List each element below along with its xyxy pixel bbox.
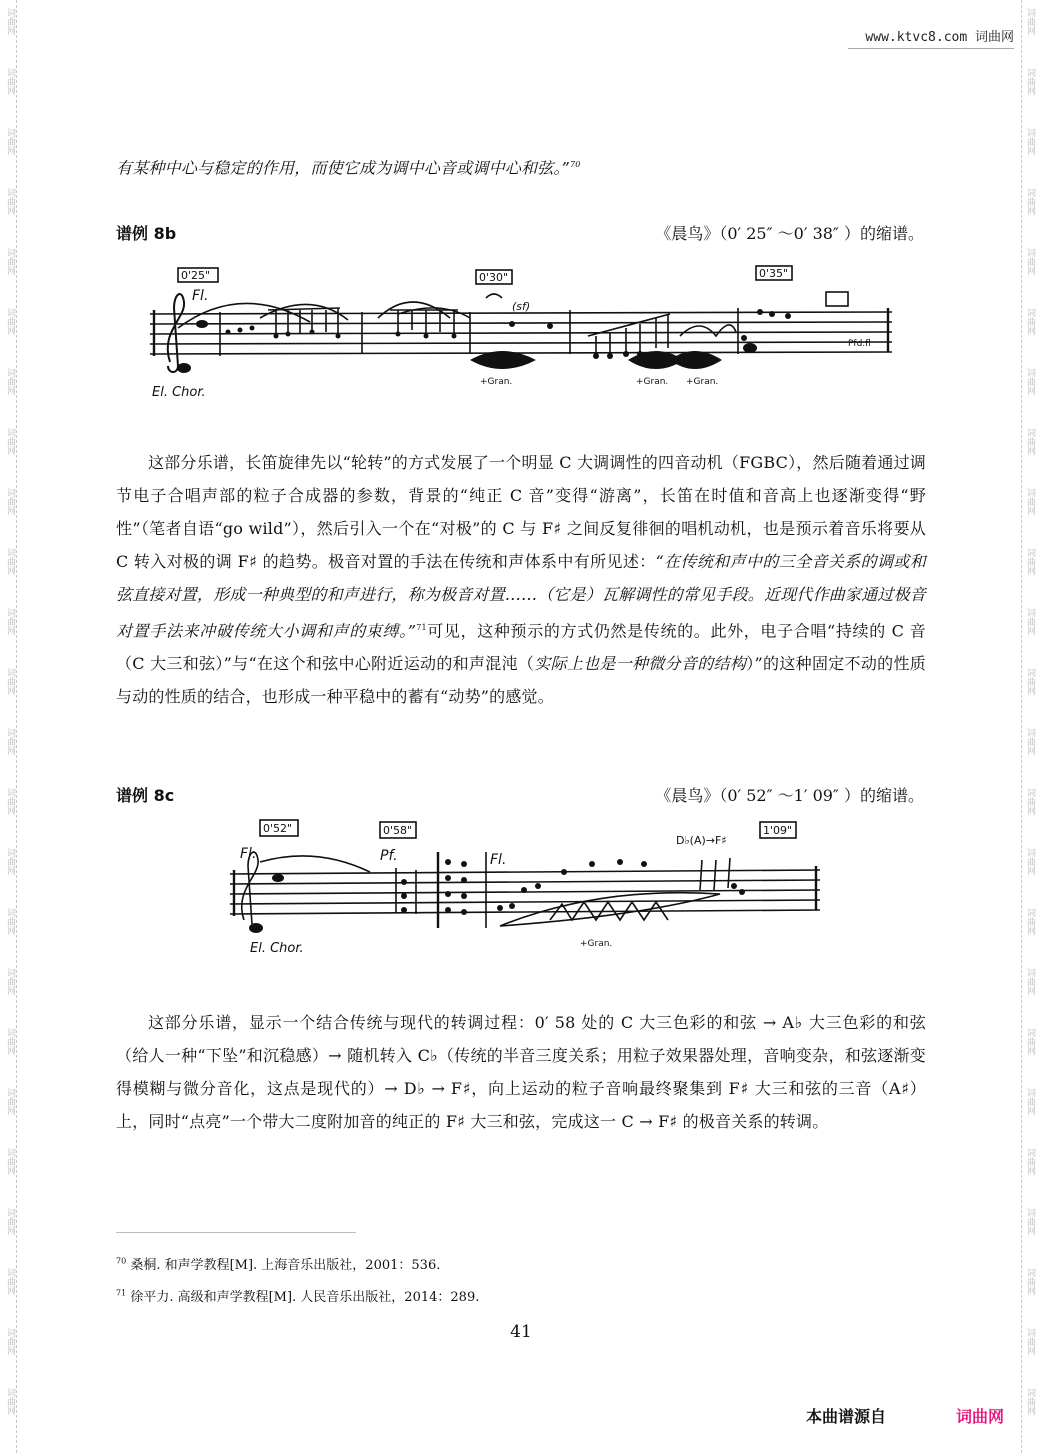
paragraph-text: ）”的这种固定不动的性质与动的性质的结合，也形成一种平稳中的蓄有“动势”的感觉。: [116, 654, 926, 707]
watermark-text: 词曲网: [5, 188, 15, 215]
source-brand-link[interactable]: 词曲网: [956, 1407, 1005, 1426]
watermark-text: 词曲网: [5, 1208, 15, 1235]
score-gran-label: +Gran.: [636, 377, 669, 387]
site-header-link[interactable]: www.ktvc8.com 词曲网: [865, 30, 1014, 45]
watermark-text: 词曲网: [5, 1388, 15, 1415]
example-8c-caption: 《晨鸟》（0′ 52″ ～1′ 09″ ）的缩谱。: [655, 786, 924, 805]
watermark-text: 词曲网: [5, 908, 15, 935]
header-divider: [848, 48, 1014, 49]
footnote-71: [116, 1286, 479, 1305]
watermark-text: 词曲网: [1025, 968, 1035, 995]
watermark-text: 词曲网: [5, 8, 15, 35]
quote-text: 有某种中心与稳定的作用，而使它成为调中心音或调中心和弦。”: [116, 158, 570, 178]
footnote-divider: [116, 1232, 356, 1233]
watermark-text: 词曲网: [1025, 728, 1035, 755]
example-8b-score: [140, 262, 900, 402]
score-8b-svg: [140, 262, 900, 402]
example-8c-score: [220, 816, 830, 966]
watermark-text: 词曲网: [1025, 488, 1035, 515]
watermark-text: 词曲网: [1025, 548, 1035, 575]
watermark-text: 词曲网: [5, 848, 15, 875]
watermark-text: 词曲网: [5, 308, 15, 335]
watermark-text: 词曲网: [1025, 1148, 1035, 1175]
paragraph-text: 这部分乐谱，显示一个结合传统与现代的转调过程：0′ 58 处的 C 大三色彩的和弦 → A♭ 大三色彩的和弦（给人一种“下坠”和沉稳感）→ 随机转入 C♭（传统的半音三度关系；用粒子效果器处理，音响变杂，和弦逐渐变得模糊与微分音化，这点是现代的）→ D♭ → F♯，向上运动的粒子音响最终聚集到 F♯ 大三和弦的三音（A♯）上，同时“点亮”一个带大二度附加音的纯正的 F♯ 大三和弦，完成这一 C → F♯ 的极音关系的转调。: [116, 1013, 926, 1131]
watermark-text: 词曲网: [5, 668, 15, 695]
score-instrument-label: Pf.: [380, 848, 398, 864]
watermark-text: 词曲网: [1025, 128, 1035, 155]
watermark-text: 词曲网: [5, 368, 15, 395]
score-end-mark: Pfd.fl: [848, 339, 871, 349]
quote-text: “在传统和声中的三全音关系的调或和弦直接对置，形成一种典型的和声进行，称为极音对置……（它是）瓦解调性的常见手段。近现代作曲家通过极音对置手法来冲破传统大小调和声的束缚。”: [116, 552, 927, 641]
score-time-mark: 0'58": [383, 824, 413, 837]
footnote-text: 桑桐. 和声学教程[M]. 上海音乐出版社，2001：536.: [130, 1258, 441, 1273]
watermark-text: 词曲网: [5, 728, 15, 755]
watermark-text: 词曲网: [1025, 848, 1035, 875]
watermark-text: 词曲网: [5, 1268, 15, 1295]
score-time-mark: 0'30": [479, 271, 509, 284]
parenthetical-text: 实际上也是一种微分音的结构: [534, 654, 747, 674]
watermark-text: 词曲网: [1025, 1268, 1035, 1295]
watermark-text: 词曲网: [5, 548, 15, 575]
watermark-text: 词曲网: [5, 788, 15, 815]
score-gran-label: +Gran.: [480, 377, 513, 387]
watermark-text: 词曲网: [5, 968, 15, 995]
watermark-text: 词曲网: [1025, 1088, 1035, 1115]
watermark-text: 词曲网: [5, 248, 15, 275]
watermark-text: 词曲网: [1025, 1028, 1035, 1055]
watermark-text: 词曲网: [5, 1088, 15, 1115]
score-time-mark: 0'25": [181, 269, 211, 282]
score-instrument-label: Fl.: [192, 288, 209, 304]
score-time-mark: 0'52": [263, 822, 293, 835]
watermark-text: 词曲网: [1025, 188, 1035, 215]
example-8b-label: 谱例 8b: [116, 224, 177, 243]
watermark-text: 词曲网: [1025, 248, 1035, 275]
page-number: 41: [510, 1322, 532, 1342]
score-8c-svg: [220, 816, 830, 966]
score-bass-label: El. Chor.: [250, 941, 304, 956]
right-watermark-strip: [1021, 0, 1036, 1453]
paragraph-text: 这部分乐谱，长笛旋律先以“轮转”的方式发展了一个明显 C 大调调性的四音动机（FGBC），然后随着通过调节电子合唱声部的粒子合成器的参数，背景的“纯正 C 音”变得“游离”，长笛在时值和音高上也逐渐变得“野性”（笔者自语“go wild”），然后引入一个在“对极”的 C 与 F♯ 之间反复徘徊的唱机动机，也是预示着音乐将要从 C 转入对极的调 F♯ 的趋势。极音对置的手法在传统和声体系中有所见述：: [116, 453, 926, 571]
score-chord-label: D♭(A)→F♯: [676, 834, 727, 847]
watermark-text: 词曲网: [5, 488, 15, 515]
watermark-text: 词曲网: [1025, 1388, 1035, 1415]
paragraph-analysis-8c: [116, 1006, 926, 1138]
watermark-text: 词曲网: [1025, 788, 1035, 815]
footnote-70: [116, 1254, 440, 1273]
watermark-text: 词曲网: [1025, 608, 1035, 635]
watermark-text: 词曲网: [5, 608, 15, 635]
score-instrument-label: Fl.: [240, 846, 257, 862]
score-time-mark: 1'09": [763, 824, 793, 837]
score-gran-label: +Gran.: [580, 939, 613, 949]
example-8c-label: 谱例 8c: [116, 786, 175, 805]
example-8b-caption: 《晨鸟》（0′ 25″ ～0′ 38″ ）的缩谱。: [655, 224, 924, 243]
left-watermark-strip: [2, 0, 17, 1453]
watermark-text: 词曲网: [1025, 668, 1035, 695]
footnote-ref[interactable]: 71: [416, 623, 427, 632]
score-bass-label: El. Chor.: [152, 385, 206, 400]
watermark-text: 词曲网: [1025, 428, 1035, 455]
paragraph-analysis-8b: [116, 446, 926, 713]
footnote-number: 70: [116, 1256, 127, 1266]
paragraph-text: 可见，这种预示的方式仍然是传统的。此外，电子合唱“持续的 C 音（C 大三和弦）”与“在这个和弦中心附近运动的和声混沌（: [116, 621, 926, 674]
footnote-ref[interactable]: 70: [569, 160, 581, 169]
paragraph-continued-quote: [116, 148, 926, 184]
watermark-text: 词曲网: [5, 428, 15, 455]
footnote-text: 徐平力. 高级和声学教程[M]. 人民音乐出版社，2014：289.: [130, 1290, 480, 1305]
watermark-text: 词曲网: [1025, 68, 1035, 95]
footnote-number: 71: [116, 1288, 127, 1298]
watermark-text: 词曲网: [1025, 8, 1035, 35]
watermark-text: 词曲网: [5, 1148, 15, 1175]
score-time-mark: 0'35": [759, 267, 789, 280]
score-instrument-label: Fl.: [490, 852, 507, 868]
watermark-text: 词曲网: [1025, 368, 1035, 395]
watermark-text: 词曲网: [1025, 308, 1035, 335]
score-dynamic-mark: (sf): [512, 300, 531, 313]
watermark-text: 词曲网: [5, 1028, 15, 1055]
watermark-text: 词曲网: [5, 1328, 15, 1355]
watermark-text: 词曲网: [1025, 1208, 1035, 1235]
score-gran-label: +Gran.: [686, 377, 719, 387]
watermark-text: 词曲网: [1025, 908, 1035, 935]
source-label: 本曲谱源自: [806, 1407, 887, 1426]
watermark-text: 词曲网: [1025, 1328, 1035, 1355]
watermark-text: 词曲网: [5, 68, 15, 95]
watermark-text: 词曲网: [5, 128, 15, 155]
